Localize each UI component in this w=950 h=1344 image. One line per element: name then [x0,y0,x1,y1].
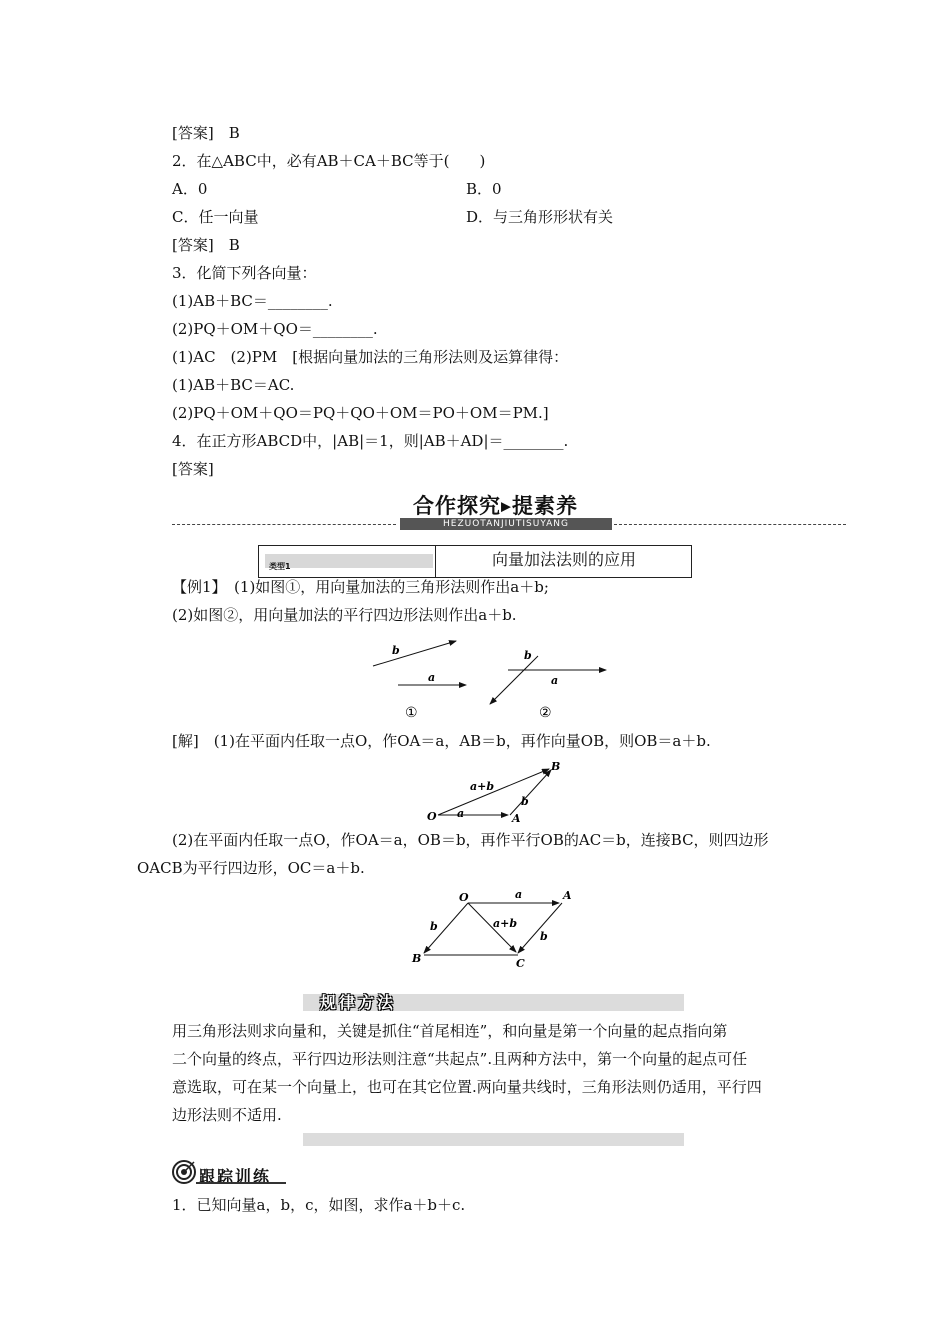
figure-number-2: ② [539,705,552,721]
label-b: b [521,795,529,808]
solution-line-2: (2)在平面内任取一点O，作OA＝a，OB＝b，再作平行OB的AC＝b，连接BC，则四边形 [172,831,769,849]
method-line-3: 意选取，可在某一个向量上，也可在其它位置.两向量共线时，三角形法则仍适用，平行四 [172,1078,762,1096]
option-d: D．与三角形形状有关 [466,208,614,226]
label-b: b [430,920,438,933]
target-icon [173,1161,195,1183]
method-bar-bottom [303,1133,684,1146]
point-C: C [516,957,525,970]
figure-1 [373,641,466,721]
label-a-plus-b: a+b [493,917,518,930]
method-tag: 规律方法 [320,993,397,1012]
point-O: O [427,810,437,823]
example-line-1: 【例1】 (1)如图①，用向量加法的三角形法则作出a＋b; [172,578,549,596]
figure-2 [490,649,606,721]
option-c: C．任一向量 [172,208,259,226]
label-b: b [540,930,548,943]
section-title: 合作探究▶提素养 [413,494,578,518]
label-a: a [515,888,523,901]
solution-line-1: [解] (1)在平面内任取一点O，作OA＝a，AB＝b，再作向量OB，则OB＝a＋b. [172,732,711,750]
label-b: b [392,644,400,657]
question-3-part2: (2)PQ＋OM＋QO＝________. [172,320,378,338]
point-B: B [551,760,561,773]
question-3-part1: (1)AB＋BC＝________. [172,292,333,310]
answer-3-head: (1)AC (2)PM [根据向量加法的三角形法则及运算律得： [172,348,569,366]
label-a-plus-b: a+b [470,780,495,793]
label-a: a [428,671,436,684]
method-line-2: 二个向量的终点，平行四边形法则注意“共起点”.且两种方法中，第一个向量的起点可任 [172,1050,748,1068]
method-line-1: 用三角形法则求向量和，关键是抓住“首尾相连”，和向量是第一个向量的起点指向第 [172,1022,728,1040]
answer-label: [答案] [172,460,214,478]
section-subtitle: HEZUOTANJIUTISUYANG [400,518,612,530]
option-b: B．0 [466,180,502,198]
training-label: 跟踪训练 [199,1167,272,1186]
point-A: A [512,812,521,825]
arrow-icon: ▶ [501,499,512,515]
parallelogram-figure [411,888,572,970]
answer-3-part2: (2)PQ＋OM＋QO＝PQ＋QO＋OM＝PO＋OM＝PM.] [172,404,549,422]
point-O: O [459,891,469,904]
label-a: a [457,807,465,820]
answer-3-part1: (1)AB＋BC＝AC. [172,376,295,394]
type-title: 向量加法法则的应用 [491,550,636,569]
label-a: a [551,674,559,687]
vector-b [490,656,538,704]
triangle-figure [427,760,560,825]
point-B: B [412,952,422,965]
figure-number-1: ① [405,705,418,721]
method-line-4: 边形法则不适用. [172,1106,282,1124]
question-2: 2．在△ABC中，必有AB＋CA＋BC等于( ) [172,152,486,170]
training-question-1: 1．已知向量a，b，c，如图，求作a＋b＋c. [172,1196,466,1214]
answer-label: [答案] B [172,124,240,142]
point-A: A [563,889,572,902]
vector-b [373,641,456,666]
solution-line-3: OACB为平行四边形，OC＝a＋b. [137,859,365,877]
question-4: 4．在正方形ABCD中，|AB|＝1，则|AB＋AD|＝________. [172,432,569,450]
question-3: 3．化简下列各向量： [172,264,317,282]
type-tag: 类型1 [265,554,433,568]
option-a: A．0 [172,180,208,198]
answer-label: [答案] B [172,236,240,254]
label-b: b [524,649,532,662]
example-line-2: (2)如图②，用向量加法的平行四边形法则作出a＋b. [172,606,517,624]
